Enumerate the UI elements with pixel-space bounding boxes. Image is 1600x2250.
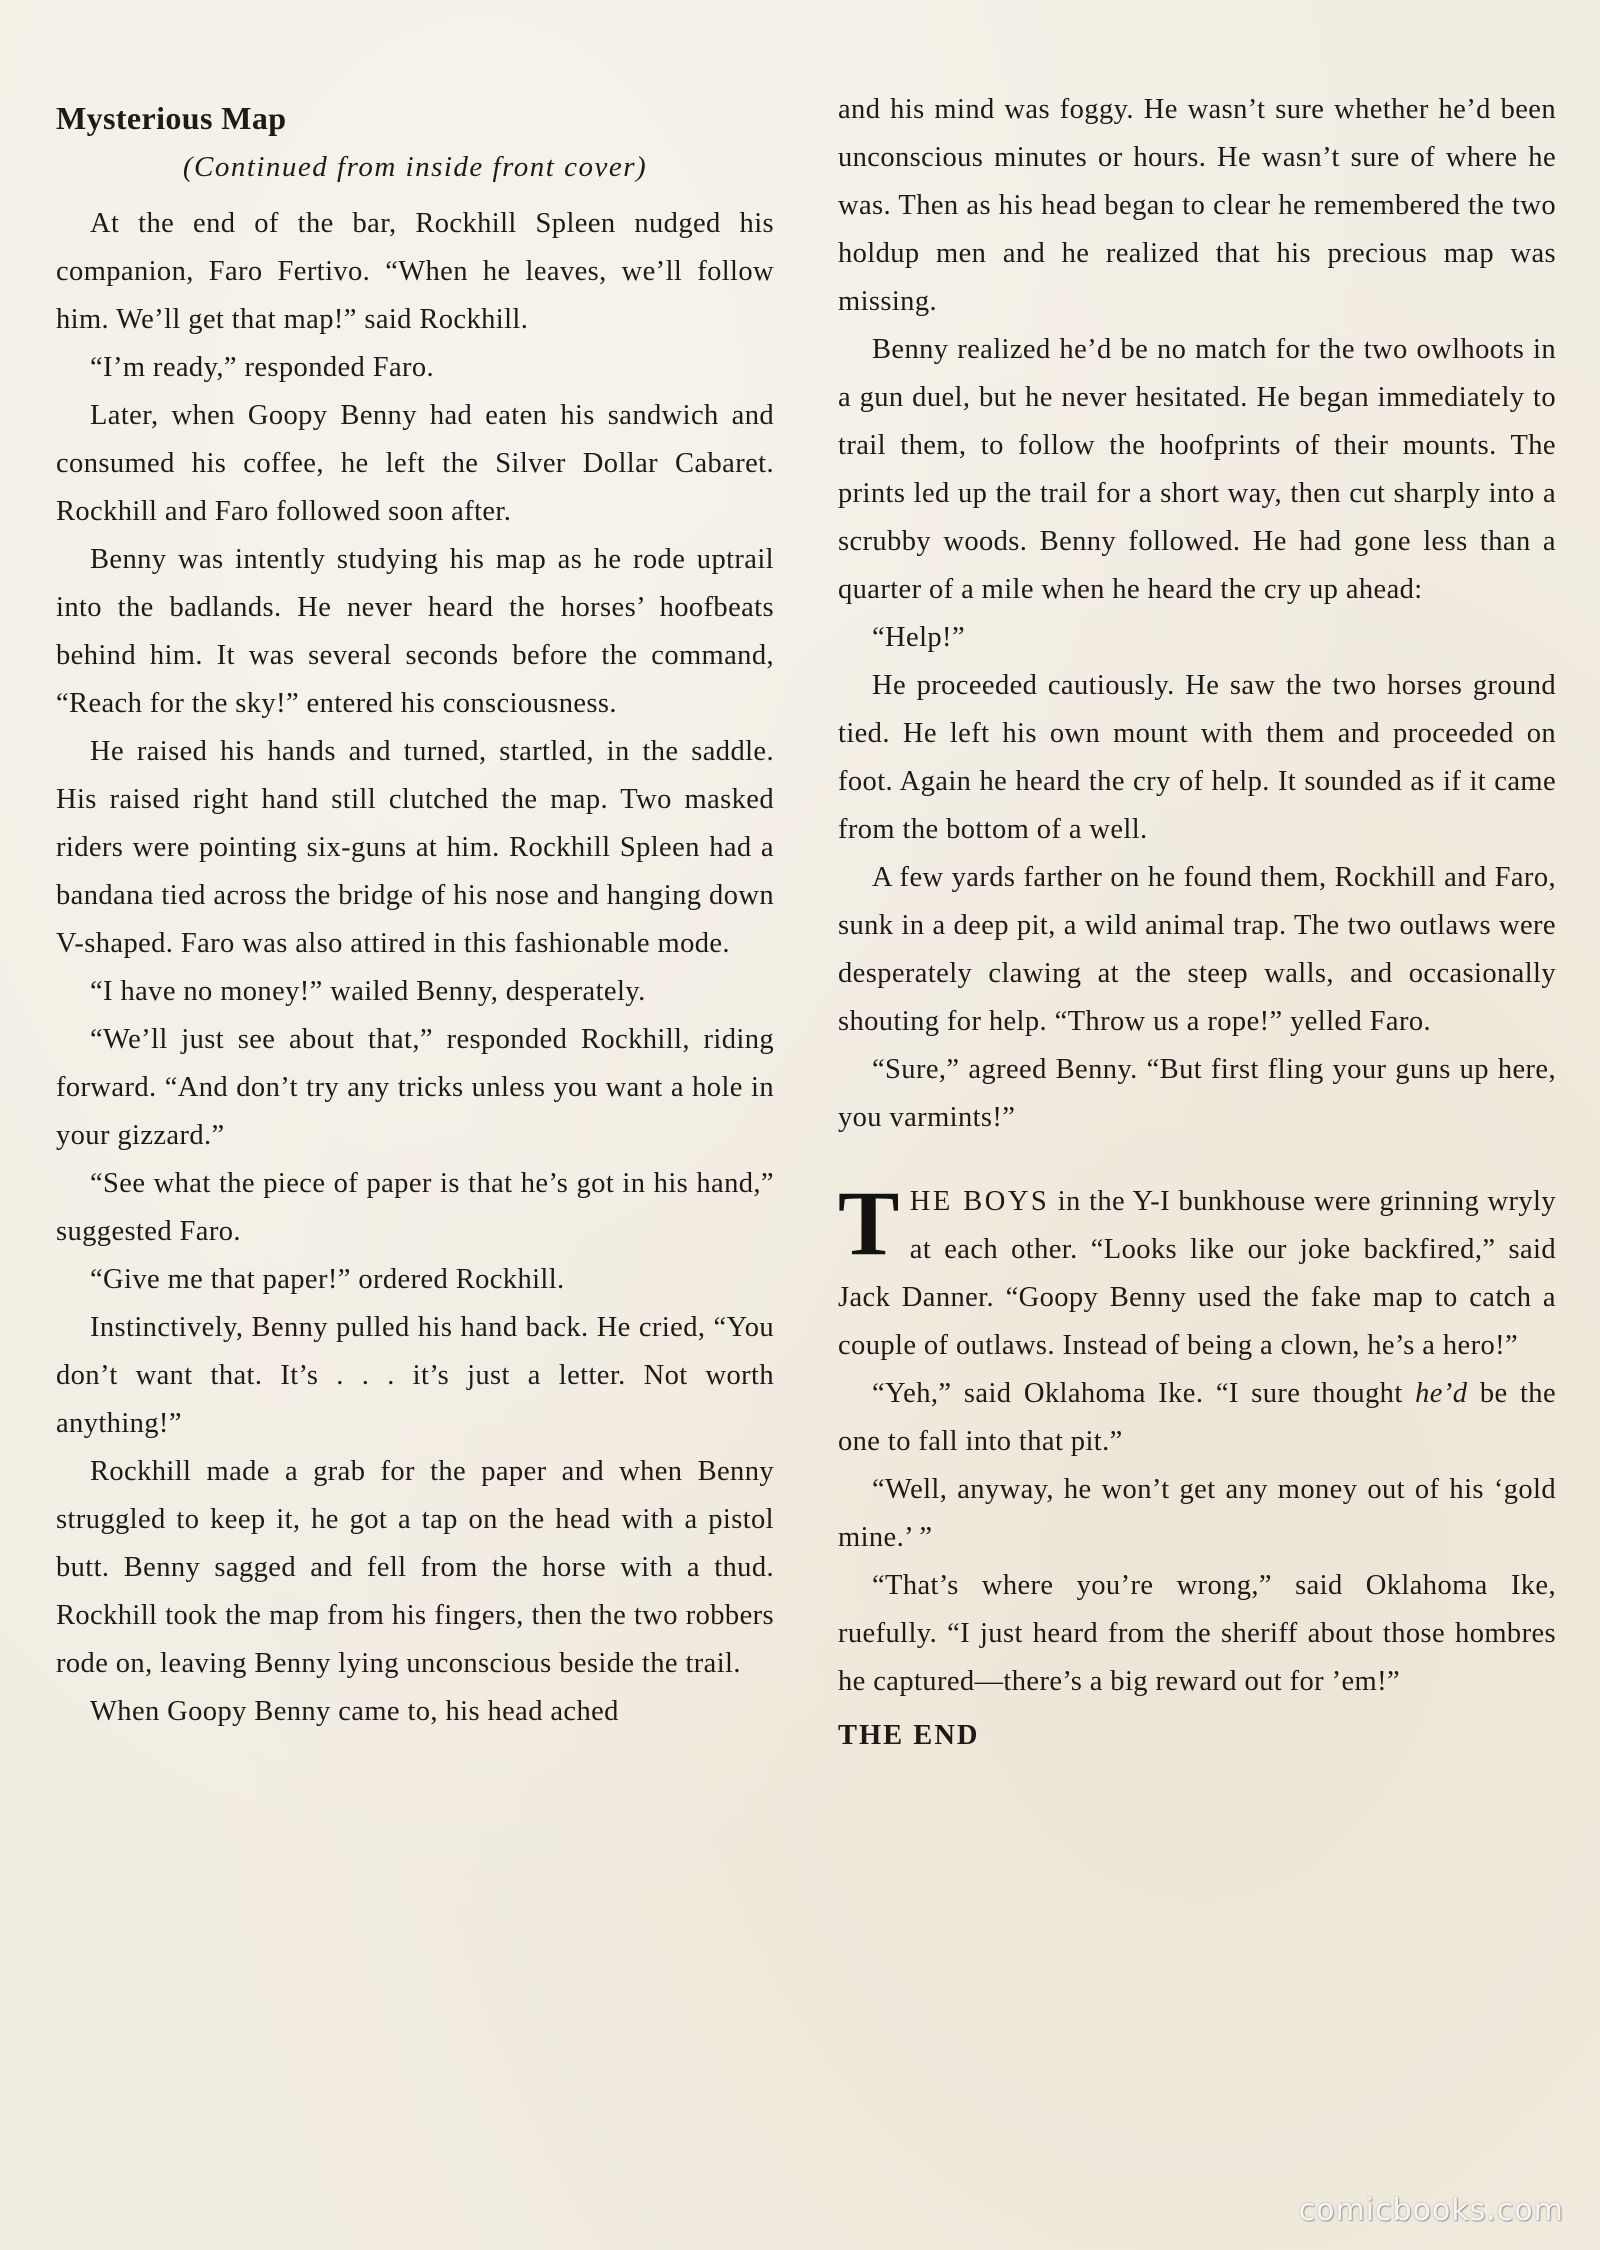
epilogue-first-paragraph xyxy=(838,1172,1557,1370)
paragraph-continued: and his mind was foggy. He wasn’t sure whether he’d been unconscious minutes or hours. He wasn’t sure of where he was. Then as his head began to clear he remembered the two holdup men and he realized that his precious map was missing. xyxy=(838,94,1556,317)
paragraph: “That’s where you’re wrong,” said Oklahoma Ike, ruefully. “I just heard from the sheriff about those hombres he captured—there’s a big reward out for ’em!” xyxy=(838,1570,1556,1697)
paragraph-text: be the one to fall into that pit.” xyxy=(838,1378,1556,1457)
paragraph: A few yards farther on he found them, Rockhill and Faro, sunk in a deep pit, a wild animal trap. The two outlaws were desperately clawing at the steep walls, and occasionally shouting for help. “Throw us a rope!” yelled Faro. xyxy=(838,862,1556,1037)
paragraph: He raised his hands and turned, startled, in the saddle. His raised right hand still clutched the map. Two masked riders were pointing six-guns at him. Rockhill Spleen had a bandana tied across the bridge of his nose and hanging down V-shaped. Faro was also attired in this fashionable mode. xyxy=(56,736,774,959)
the-end: THE END xyxy=(838,1720,980,1751)
paragraph: He proceeded cautiously. He saw the two horses ground tied. He left his own mount with them and proceeded on foot. Again he heard the cry of help. It sounded as if it came from the bottom of a well. xyxy=(838,670,1556,845)
drop-cap: T xyxy=(838,1172,900,1274)
paragraph: “See what the piece of paper is that he’s got in his hand,” suggested Faro. xyxy=(56,1168,774,1247)
paragraph: “Help!” xyxy=(872,622,965,653)
article-subtitle: (Continued from inside front cover) xyxy=(182,151,648,183)
paragraph: Benny was intently studying his map as he rode uptrail into the badlands. He never heard the horses’ hoofbeats behind him. It was several seconds before the command, “Reach for the sky!” entered his consciousness. xyxy=(56,544,774,719)
paragraph: Instinctively, Benny pulled his hand back. He cried, “You don’t want that. It’s . . . it’s just a letter. Not worth anything!” xyxy=(56,1312,774,1439)
paragraph: Later, when Goopy Benny had eaten his sandwich and consumed his coffee, he left the Silver Dollar Cabaret. Rockhill and Faro followed soon after. xyxy=(56,400,774,527)
site-watermark: comicbooks.com xyxy=(1298,2193,1564,2228)
left-column xyxy=(56,94,774,1736)
section-break xyxy=(838,1142,1556,1178)
paragraph: Benny realized he’d be no match for the two owlhoots in a gun duel, but he never hesitated. He began immediately to trail them, to follow the hoofprints of their mounts. The prints led up the trail for a short way, then cut sharply into a scrubby woods. Benny followed. He had gone less than a quarter of a mile when he heard the cry up ahead: xyxy=(838,334,1556,605)
paragraph: “I have no money!” wailed Benny, desperately. xyxy=(90,976,646,1007)
lead-caps: HE BOYS xyxy=(909,1186,1050,1217)
paragraph xyxy=(838,1370,1556,1466)
paragraph-text: in the Y-I bunkhouse were grinning wryly at each other. “Looks like our joke backfired,” said Jack Danner. “Goopy Benny used the fake map to catch a couple of outlaws. Instead of being a clown, he’s a hero!” xyxy=(838,1186,1557,1361)
paragraph: “Sure,” agreed Benny. “But first fling your guns up here, you varmints!” xyxy=(838,1054,1556,1133)
paragraph: Rockhill made a grab for the paper and when Benny struggled to keep it, he got a tap on the head with a pistol butt. Benny sagged and fell from the horse with a thud. Rockhill took the map from his fingers, then the two robbers rode on, leaving Benny lying unconscious beside the trail. xyxy=(56,1456,774,1679)
paragraph-text: “Yeh,” said Oklahoma Ike. “I sure thought xyxy=(872,1378,1416,1409)
emphasis-text: he’d xyxy=(1415,1378,1468,1409)
right-column xyxy=(838,86,1556,1760)
paragraph: At the end of the bar, Rockhill Spleen nudged his companion, Faro Fertivo. “When he leaves, we’ll follow him. We’ll get that map!” said Rockhill. xyxy=(56,208,774,335)
paragraph: When Goopy Benny came to, his head ached xyxy=(90,1696,619,1727)
paragraph: “Give me that paper!” ordered Rockhill. xyxy=(90,1264,565,1295)
paragraph: “Well, anyway, he won’t get any money out of his ‘gold mine.’ ” xyxy=(838,1474,1556,1553)
paragraph: “I’m ready,” responded Faro. xyxy=(90,352,435,383)
article-title: Mysterious Map xyxy=(56,100,287,136)
paragraph: “We’ll just see about that,” responded Rockhill, riding forward. “And don’t try any tricks unless you want a hole in your gizzard.” xyxy=(56,1024,774,1151)
